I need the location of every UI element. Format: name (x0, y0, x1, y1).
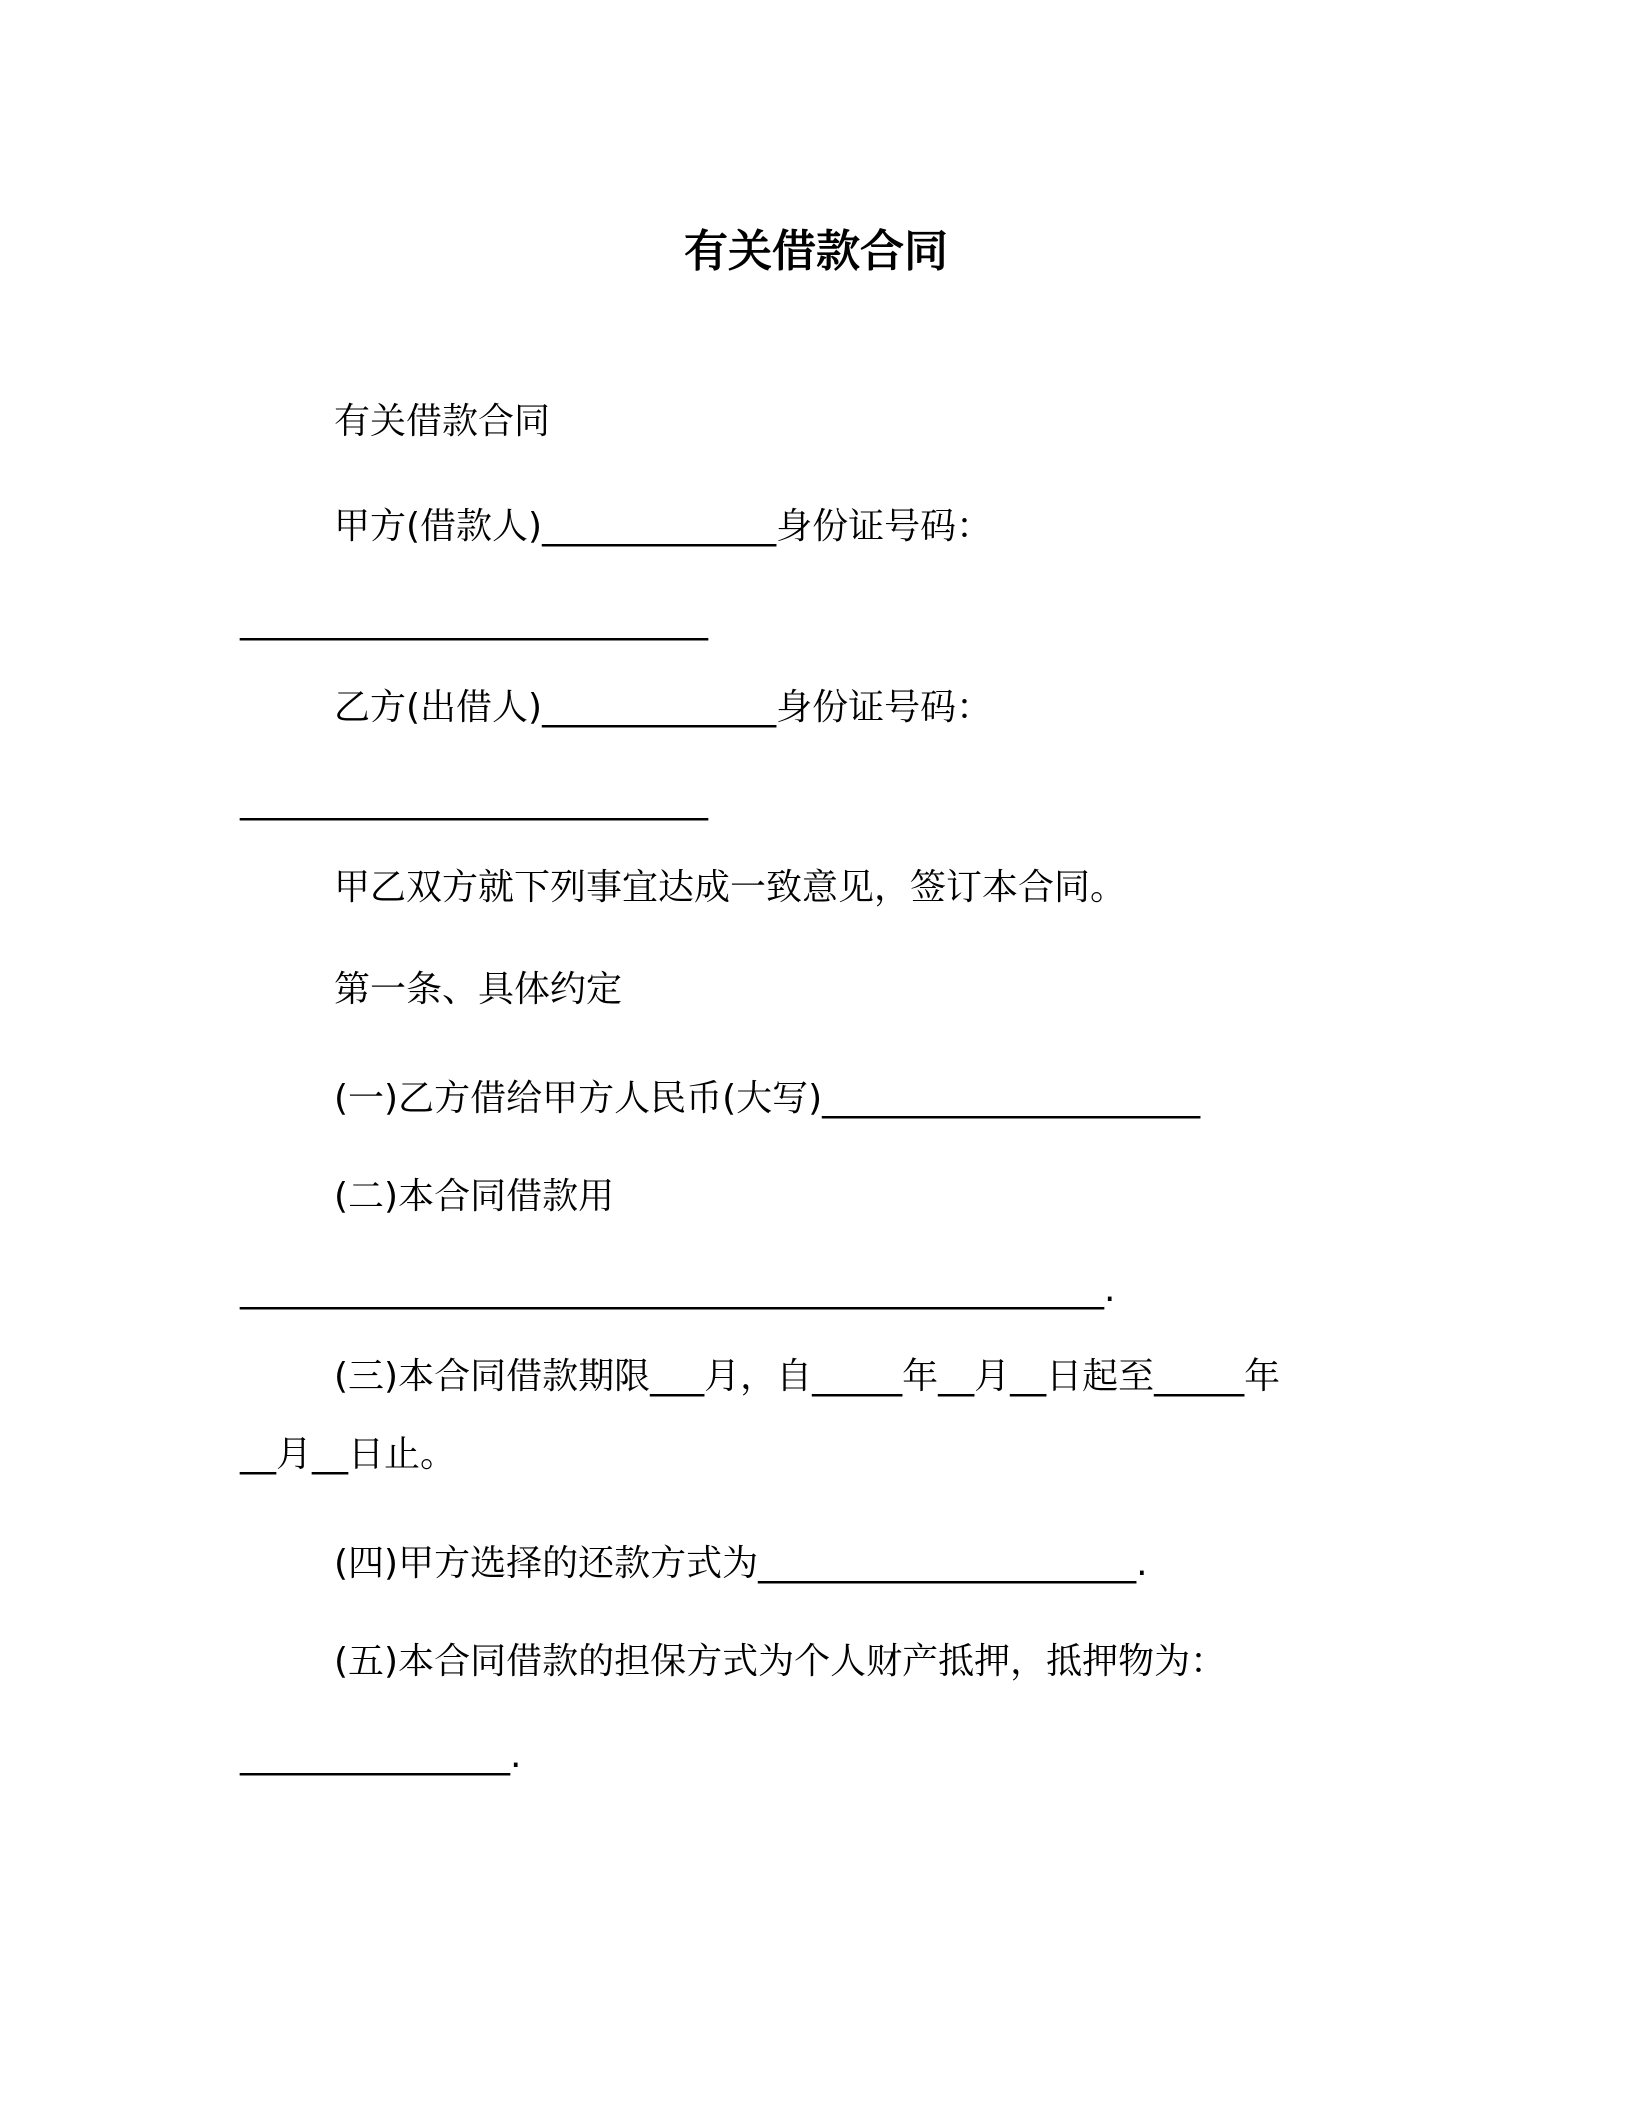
article-one-heading: 第一条、具体约定 (334, 969, 623, 1010)
subtitle-line: 有关借款合同 (334, 401, 551, 442)
party-a-line: 甲方(借款人)_____________身份证号码： (334, 506, 993, 547)
party-b-line: 乙方(出借人)_____________身份证号码： (334, 687, 993, 728)
clause-1-amount: (一)乙方借给甲方人民币(大写)_____________________ (334, 1078, 1201, 1119)
party-a-id-blank: __________________________ (240, 600, 708, 641)
clause-4-repayment: (四)甲方选择的还款方式为_____________________. (334, 1543, 1148, 1584)
clause-2-purpose-blank: ________________________________________________. (240, 1269, 1116, 1310)
agreement-statement: 甲乙双方就下列事宜达成一致意见，签订本合同。 (334, 867, 1127, 908)
clause-3-term: (三)本合同借款期限___月，自_____年__月__日起至_____年 (334, 1356, 1281, 1397)
document-title: 有关借款合同 (684, 226, 948, 277)
clause-3-term-end: __月__日止。 (240, 1434, 457, 1475)
party-b-id-blank: __________________________ (240, 780, 708, 821)
clause-2-purpose: (二)本合同借款用 (334, 1176, 615, 1217)
clause-5-collateral-blank: _______________. (240, 1735, 522, 1776)
clause-5-guarantee: (五)本合同借款的担保方式为个人财产抵押，抵押物为： (334, 1641, 1227, 1682)
